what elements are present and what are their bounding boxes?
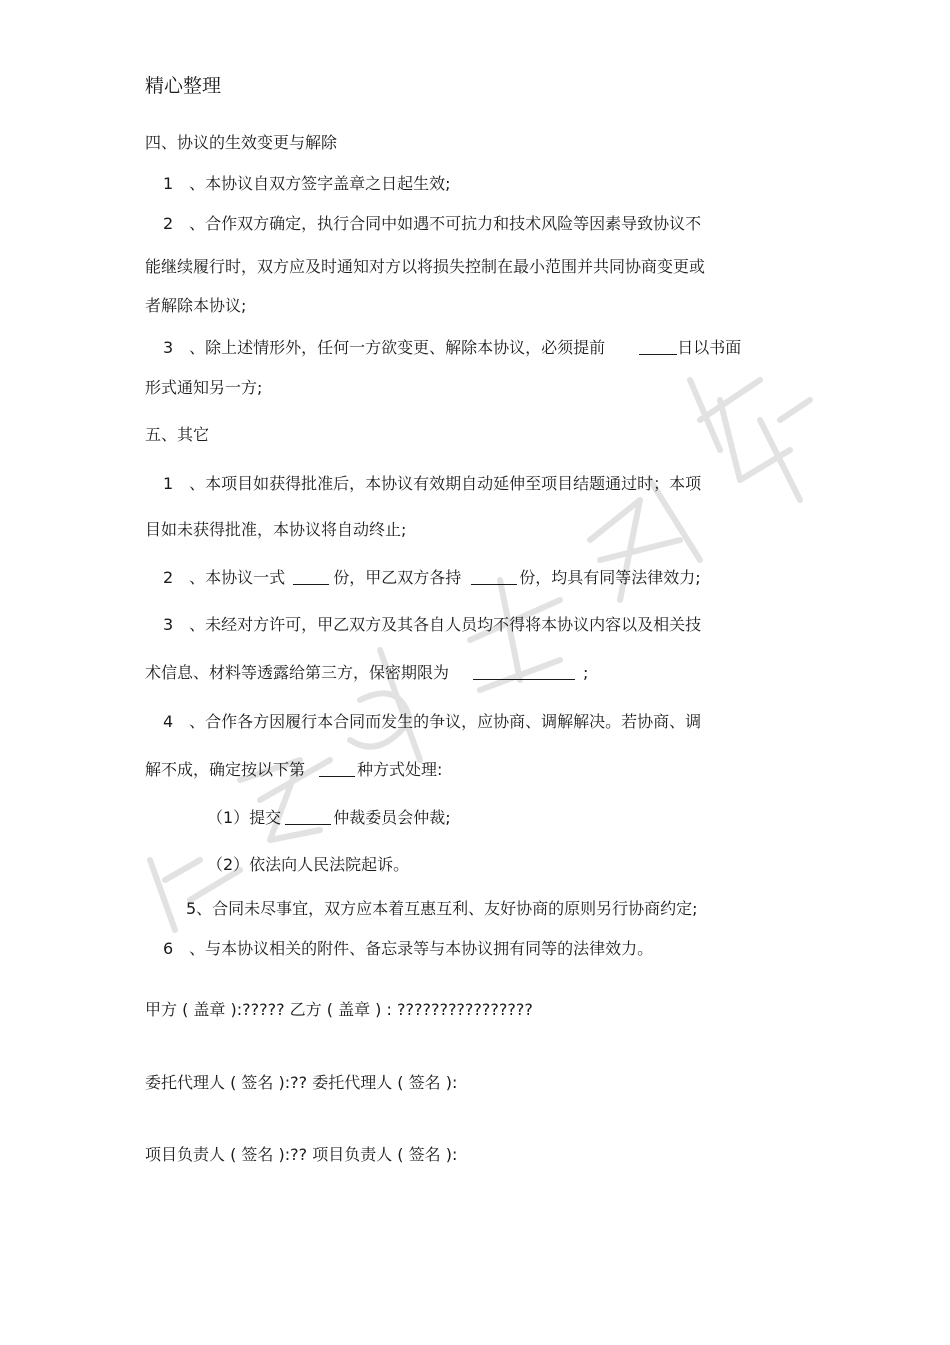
confidentiality-period-blank[interactable] — [473, 663, 575, 680]
s4-item2-line3: 者解除本协议; — [145, 296, 247, 315]
method-number-blank[interactable] — [319, 760, 355, 777]
s5-item2 — [163, 568, 701, 588]
option-1-text-a: （1）提交 — [207, 808, 282, 827]
signature-parties-seal: 甲方 ( 盖章 ):????? 乙方 ( 盖章 ) : ???????????????? — [145, 1000, 533, 1019]
arbitration-commission-blank[interactable] — [285, 808, 331, 825]
s5-item3-text-b: ; — [583, 663, 589, 682]
s5-item5: 5、合同未尽事宜，双方应本着互惠互利、友好协商的原则另行协商约定; — [186, 899, 698, 918]
signature-agents: 委托代理人 ( 签名 ):?? 委托代理人 ( 签名 ): — [145, 1073, 458, 1092]
s4-item3-text-a: 3 、除上述情形外，任何一方欲变更、解除本协议，必须提前 — [163, 338, 606, 357]
s5-item1-line2: 目如未获得批准，本协议将自动终止; — [145, 520, 407, 539]
copies-each-blank[interactable] — [471, 568, 517, 585]
copies-blank[interactable] — [293, 568, 329, 585]
s4-item3-line2: 形式通知另一方; — [145, 378, 263, 397]
s5-item2-text-a: 2 、本协议一式 — [163, 568, 286, 587]
s4-item2-line2: 能继续履行时，双方应及时通知对方以将损失控制在最小范围并共同协商变更或 — [145, 257, 706, 276]
s5-item4-text-b: 种方式处理: — [357, 760, 443, 779]
signature-project-leads: 项目负责人 ( 签名 ):?? 项目负责人 ( 签名 ): — [145, 1145, 458, 1164]
option-1-text-b: 仲裁委员会仲裁; — [333, 808, 451, 827]
s4-item1: 1 、本协议自双方签字盖章之日起生效; — [163, 174, 451, 193]
s4-item2-line1: 2 、合作双方确定，执行合同中如遇不可抗力和技术风险等因素导致协议不 — [163, 214, 702, 233]
s4-item3-line1 — [163, 338, 741, 358]
s5-item2-text-c: 份，均具有同等法律效力; — [519, 568, 701, 587]
page-header: 精心整理 — [145, 75, 222, 97]
days-blank[interactable] — [639, 338, 677, 355]
option-1 — [207, 808, 451, 828]
s5-item1-line1: 1 、本项目如获得批准后，本协议有效期自动延伸至项目结题通过时；本项 — [163, 474, 702, 493]
s5-item6: 6 、与本协议相关的附件、备忘录等与本协议拥有同等的法律效力。 — [163, 939, 654, 958]
s5-item3-line1: 3 、未经对方许可，甲乙双方及其各自人员均不得将本协议内容以及相关技 — [163, 615, 702, 634]
s5-item4-line1: 4 、合作各方因履行本合同而发生的争议，应协商、调解解决。若协商、调 — [163, 712, 702, 731]
s5-item3-line2 — [145, 663, 588, 683]
s5-item2-text-b: 份，甲乙双方各持 — [333, 568, 462, 587]
option-2: （2）依法向人民法院起诉。 — [207, 855, 410, 874]
s5-item4-text-a: 解不成，确定按以下第 — [145, 760, 306, 779]
s5-item4-line2 — [145, 760, 442, 780]
section-4-title: 四、协议的生效变更与解除 — [145, 133, 338, 152]
s5-item3-text-a: 术信息、材料等透露给第三方，保密期限为 — [145, 663, 450, 682]
section-5-title: 五、其它 — [145, 425, 210, 444]
s4-item3-text-b: 日以书面 — [677, 338, 742, 357]
